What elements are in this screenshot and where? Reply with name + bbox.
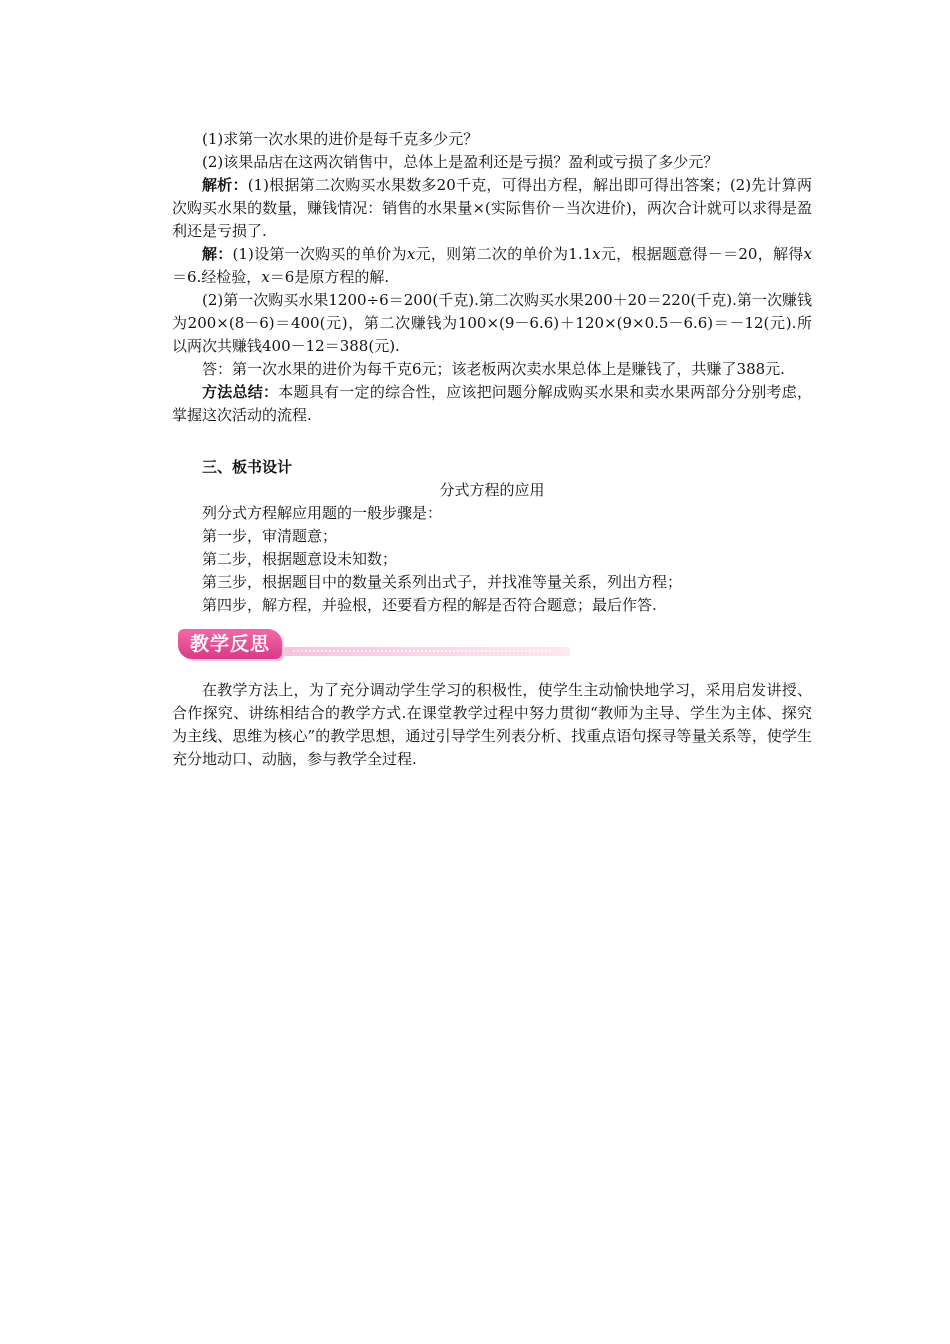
reflection-banner [172, 629, 570, 659]
summary-label: 方法总结： [202, 383, 279, 401]
solution-text: (1)设第一次购买的单价为 [232, 245, 407, 263]
summary-text: 本题具有一定的综合性，应该把问题分解成购买水果和卖水果两部分分别考虑，掌握这次活动的流程. [172, 383, 812, 424]
solution-text: ＝6.经检验， [172, 268, 262, 286]
board-heading: 三、板书设计 [202, 458, 293, 476]
board-step: 第一步，审清题意； [202, 527, 338, 545]
question-1: (1)求第一次水果的进价是每千克多少元？ [202, 130, 479, 148]
analysis-text: (1)根据第二次购买水果数多20千克，可得出方程，解出即可得出答案；(2)先计算两次购买水果的数量，赚钱情况：销售的水果量×(实际售价－当次进价)，两次合计就可以求得是盈利还是亏损了. [172, 176, 812, 240]
banner-dots [292, 650, 554, 652]
answer-paragraph: 答：第一次水果的进价为每千克6元；该老板两次卖水果总体上是赚钱了，共赚了388元. [202, 360, 785, 378]
solution-paragraph-2: (2)第一次购买水果1200÷6＝200(千克).第二次购买水果200＋20＝220(千克).第一次赚钱为200×(8－6)＝400(元)，第二次赚钱为100×(9－6.6)＋120×(9×0.5－6.6)＝－12(元).所以两次共赚钱400－12＝388(元). [172, 291, 812, 355]
reflection-paragraph: 在教学方法上，为了充分调动学生学习的积极性，使学生主动愉快地学习，采用启发讲授、合作探究、讲练相结合的教学方式.在课堂教学过程中努力贯彻“教师为主导、学生为主体、探究为主线、思维为核心”的教学思想，通过引导学生列表分析、找重点语句探寻等量关系等，使学生充分地动口、动脑，参与教学全过程. [172, 681, 812, 768]
solution-text: ＝6是原方程的解. [269, 268, 390, 286]
board-step: 第二步，根据题意设未知数； [202, 550, 398, 568]
solution-text: 元，则第二次的单价为1.1 [415, 245, 593, 263]
solution-paragraph-1 [172, 243, 812, 289]
board-step: 第四步，解方程，并验根，还要看方程的解是否符合题意；最后作答. [202, 596, 657, 614]
solution-text: 元，根据题意得－＝20，解得 [600, 245, 804, 263]
board-intro: 列分式方程解应用题的一般步骤是： [202, 504, 443, 522]
reflection-banner-title: 教学反思 [178, 629, 282, 659]
question-2: (2)该果品店在这两次销售中，总体上是盈利还是亏损？盈利或亏损了多少元？ [202, 153, 719, 171]
board-title: 分式方程的应用 [439, 481, 545, 499]
variable-x: x [261, 268, 270, 286]
solution-label: 解： [202, 245, 233, 263]
analysis-paragraph [172, 174, 812, 243]
variable-x: x [803, 245, 812, 263]
spacer [172, 427, 812, 450]
variable-x: x [592, 245, 601, 263]
variable-x: x [406, 245, 416, 263]
board-step: 第三步，根据题目中的数量关系列出式子，并找准等量关系，列出方程； [202, 573, 683, 591]
summary-paragraph [172, 381, 812, 427]
analysis-label: 解析： [202, 176, 248, 194]
document-page [172, 128, 812, 771]
